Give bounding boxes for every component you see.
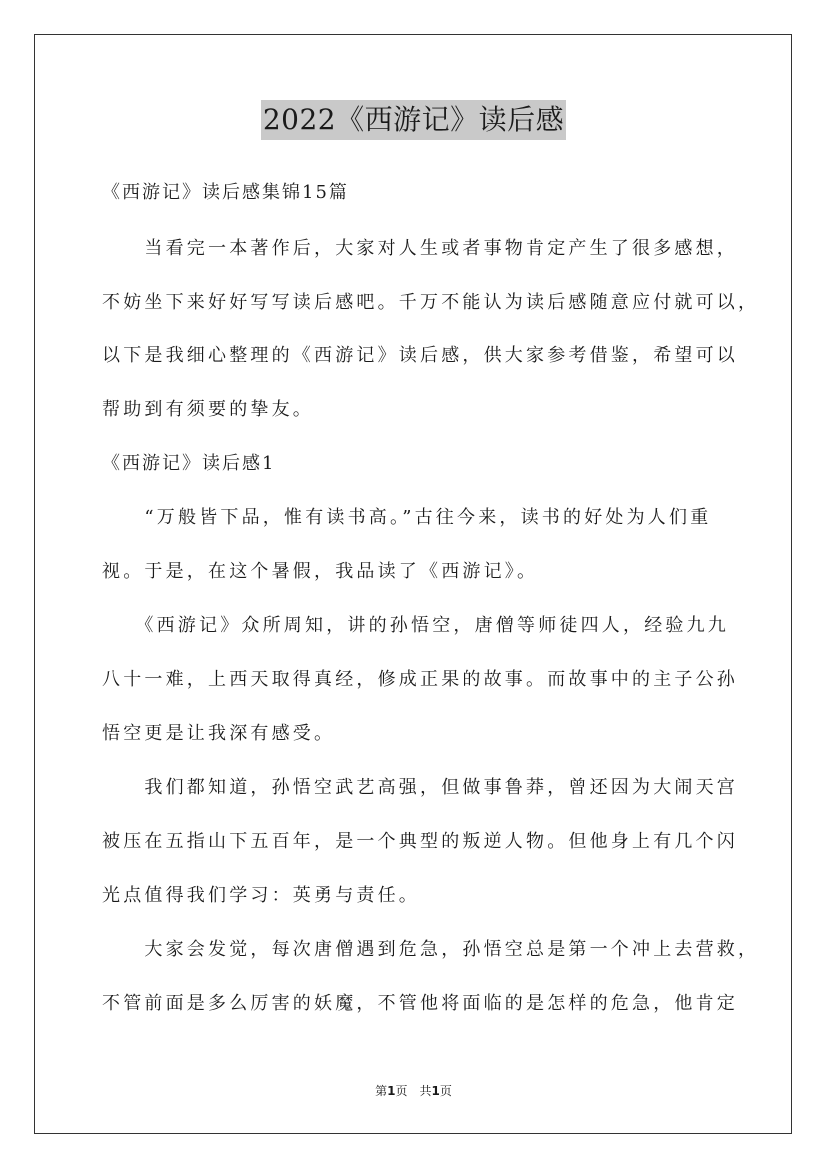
paragraph-line: 大家会发觉，每次唐僧遇到危急，孙悟空总是第一个冲上去营救， (102, 939, 760, 960)
paragraph-line: 光点值得我们学习：英勇与责任。 (102, 885, 420, 906)
footer-prefix: 第 (375, 1084, 388, 1098)
section-heading: 《西游记》读后感1 (102, 453, 276, 474)
document-title: 2022《西游记》读后感 (261, 100, 566, 140)
subtitle-line: 《西游记》读后感集锦15篇 (102, 182, 349, 203)
paragraph-line: 我们都知道，孙悟空武艺高强，但做事鲁莽，曾还因为大闹天宫 (102, 777, 738, 798)
paragraph-line: 《西游记》众所周知，讲的孙悟空，唐僧等师徒四人，经验九九 (102, 615, 729, 636)
total-pages: 1 (431, 1084, 440, 1098)
title-container (0, 100, 827, 140)
paragraph-line: 悟空更是让我深有感受。 (102, 723, 336, 744)
paragraph-line: “万般皆下品，惟有读书高。”古往今来，读书的好处为人们重 (102, 507, 712, 528)
paragraph-line: 八十一难，上西天取得真经，修成正果的故事。而故事中的主子公孙 (102, 669, 738, 690)
paragraph-line: 不管前面是多么厉害的妖魔，不管他将面临的是怎样的危急，他肯定 (102, 993, 738, 1014)
paragraph-line: 帮助到有须要的挚友。 (102, 399, 314, 420)
paragraph-line: 不妨坐下来好好写写读后感吧。千万不能认为读后感随意应付就可以， (102, 292, 760, 313)
paragraph-line: 当看完一本著作后，大家对人生或者事物肯定产生了很多感想， (102, 238, 738, 259)
page-number: 1 (387, 1084, 396, 1098)
page-footer (0, 1083, 827, 1099)
footer-suffix: 页 (439, 1084, 452, 1098)
paragraph-line: 视。于是，在这个暑假，我品读了《西游记》。 (102, 561, 539, 582)
paragraph-line: 以下是我细心整理的《西游记》读后感，供大家参考借鉴，希望可以 (102, 345, 738, 366)
paragraph-line: 被压在五指山下五百年，是一个典型的叛逆人物。但他身上有几个闪 (102, 831, 738, 852)
footer-mid: 页 共 (395, 1084, 432, 1098)
